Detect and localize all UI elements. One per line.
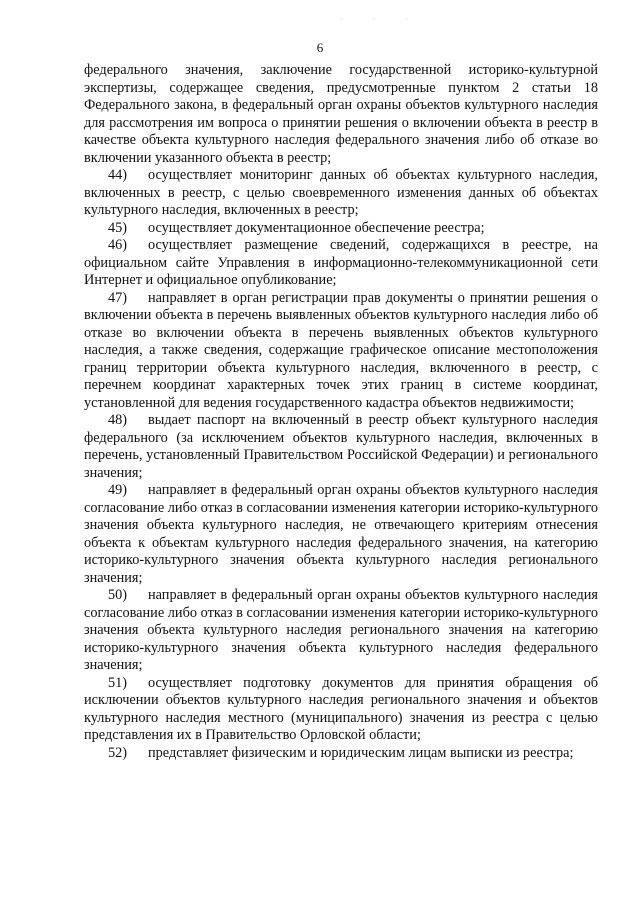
item-text: выдает паспорт на включенный в реестр объект культурного наследия федерального (за исключением объектов культурного наследия, включенных в перечень, установленный Правительством Российской Федерации) и регионального значения; [84, 412, 598, 481]
item-text: осуществляет размещение сведений, содержащихся в реестре, на официальном сайте Управления в информационно-телекоммуникационной сети Интернет и официальное опубликование; [84, 237, 598, 288]
list-item-52 [84, 745, 598, 763]
item-text: направляет в федеральный орган охраны объектов культурного наследия согласование либо отказ в согласовании изменения категории историко-культурного значения объекта культурного наследия регионального значения на категорию историко-культурного значения объекта культурного наследия федерального значения; [84, 587, 598, 673]
item-number: 52) [108, 744, 128, 761]
item-number: 48) [108, 412, 128, 428]
item-number: 51) [108, 674, 128, 691]
page-number: 6 [316, 40, 324, 55]
list-item-51 [84, 675, 598, 745]
item-text: осуществляет документационное обеспечение реестра; [148, 219, 485, 236]
scan-specks: · · · [340, 15, 422, 24]
list-item-47 [84, 290, 598, 413]
list-item-50 [84, 587, 598, 675]
item-text: осуществляет мониторинг данных об объектах культурного наследия, включенных в реестр, с целью своевременного изменения данных об объектах культурного наследия, включенных в реестр; [84, 167, 598, 218]
item-text: осуществляет подготовку документов для принятия обращения об исключении объектов культурного наследия регионального значения и объектов культурного наследия местного (муниципального) значения из реестра с целью представления их в Правительство Орловской области; [84, 674, 598, 743]
item-number: 50) [108, 587, 128, 603]
item-number: 44) [108, 167, 128, 183]
item-text: представляет физическим и юридическим лицам выписки из реестра; [148, 744, 574, 761]
item-number: 49) [108, 482, 128, 498]
list-item-46 [84, 237, 598, 290]
item-text: направляет в федеральный орган охраны объектов культурного наследия согласование либо отказ в согласовании изменения категории историко-культурного значения объекта культурного наследия, не отвечающего критериям отнесения объекта к объектам культурного наследия федерального значения, на категорию историко-культурного значения объекта культурного наследия регионального значения; [84, 482, 598, 586]
item-number: 46) [108, 237, 128, 253]
item-number: 45) [108, 219, 128, 236]
item-text: направляет в орган регистрации прав документы о принятии решения о включении объекта в перечень выявленных объектов культурного наследия либо об отказе во включении объекта в перечень выявленных объектов культурного наследия, а также сведения, содержащие графическое описание местоположения границ территории объекта культурного наследия, включенного в реестр, с перечнем координат характерных точек этих границ в системе координат, установленной для ведения государственного кадастра объектов недвижимости; [84, 289, 598, 411]
document-body [84, 62, 598, 762]
list-item-48 [84, 412, 598, 482]
paragraph-text: федерального значения, заключение государственной историко-культурной экспертизы, содержащее сведения, предусмотренные пунктом 2 статьи 18 Федерального закона, в федеральный орган охраны объектов культурного наследия для рассмотрения им вопроса о принятии решения о включении объекта в реестр в качестве объекта культурного наследия федерального значения либо об отказе во включении указанного объекта в реестр; [84, 62, 598, 166]
item-number: 47) [108, 289, 128, 306]
list-item-44 [84, 167, 598, 220]
paragraph-continuation [84, 62, 598, 167]
list-item-49 [84, 482, 598, 587]
list-item-45 [84, 220, 598, 238]
